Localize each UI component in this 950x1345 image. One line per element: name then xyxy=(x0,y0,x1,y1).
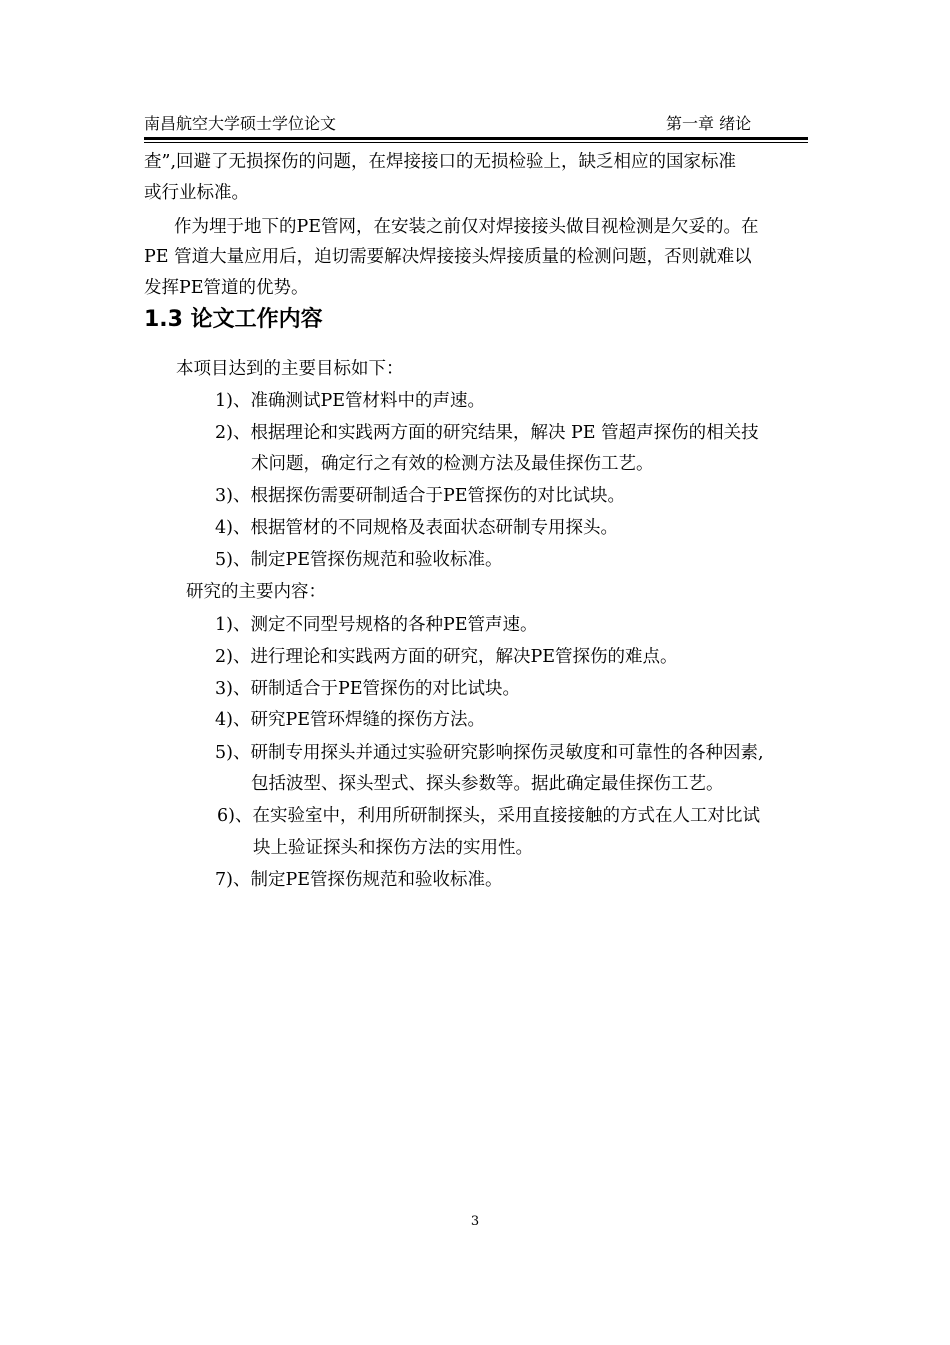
content-intro: 研究的主要内容： xyxy=(186,582,326,602)
header-thesis-title: 南昌航空大学硕士学位论文 xyxy=(144,114,337,133)
para1-line2: 或行业标准。 xyxy=(144,183,249,203)
goal-item: 4)、根据管材的不同规格及表面状态研制专用探头。 xyxy=(215,518,618,538)
para2-line2: PE 管道大量应用后，迫切需要解决焊接接头焊接质量的检测问题，否则就难以 xyxy=(144,247,752,267)
para2-line3: 发挥PE管道的优势。 xyxy=(144,278,309,298)
goal-item: 1)、准确测试PE管材料中的声速。 xyxy=(215,391,486,411)
header-rule-thin xyxy=(144,142,808,143)
content-item: 4)、研究PE管环焊缝的探伤方法。 xyxy=(215,710,486,730)
header-rule-thick xyxy=(144,137,808,140)
goals-intro: 本项目达到的主要目标如下： xyxy=(176,359,404,379)
content-item: 5)、研制专用探头并通过实验研究影响探伤灵敏度和可靠性的各种因素, xyxy=(215,743,764,763)
goal-item-continuation: 术问题，确定行之有效的检测方法及最佳探伤工艺。 xyxy=(251,454,654,474)
header-chapter-title: 第一章 绪论 xyxy=(666,114,752,133)
goal-item: 2)、根据理论和实践两方面的研究结果，解决 PE 管超声探伤的相关技 xyxy=(215,423,759,443)
section-heading: 1.3 论文工作内容 xyxy=(144,307,323,332)
goal-item: 5)、制定PE管探伤规范和验收标准。 xyxy=(215,550,503,570)
goal-item: 3)、根据探伤需要研制适合于PE管探伤的对比试块。 xyxy=(215,486,626,506)
content-item-continuation: 块上验证探头和探伤方法的实用性。 xyxy=(253,838,533,858)
para2-line1: 作为埋于地下的PE管网，在安装之前仅对焊接接头做目视检测是欠妥的。在 xyxy=(174,217,759,237)
content-item: 6)、在实验室中，利用所研制探头，采用直接接触的方式在人工对比试 xyxy=(217,806,760,826)
content-item-continuation: 包括波型、探头型式、探头参数等。据此确定最佳探伤工艺。 xyxy=(251,774,724,794)
content-item: 1)、测定不同型号规格的各种PE管声速。 xyxy=(215,615,538,635)
para1-line1: 查”,回避了无损探伤的问题，在焊接接口的无损检验上，缺乏相应的国家标准 xyxy=(144,152,737,172)
content-item: 2)、进行理论和实践两方面的研究，解决PE管探伤的难点。 xyxy=(215,647,678,667)
content-item: 7)、制定PE管探伤规范和验收标准。 xyxy=(215,870,503,890)
content-item: 3)、研制适合于PE管探伤的对比试块。 xyxy=(215,679,521,699)
page-number: 3 xyxy=(470,1214,480,1229)
